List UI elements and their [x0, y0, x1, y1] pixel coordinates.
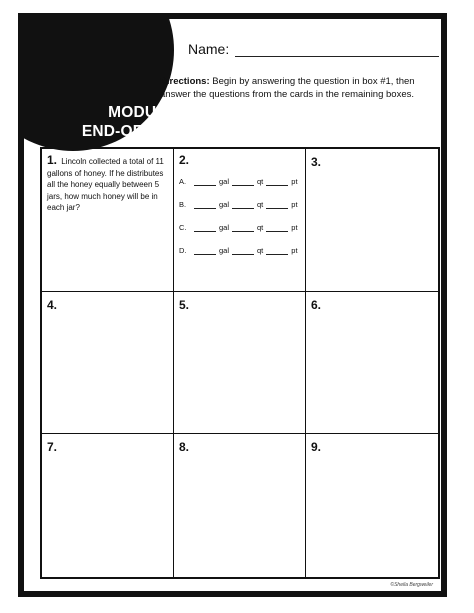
- name-row: [188, 41, 439, 57]
- box-number: 8.: [179, 440, 190, 455]
- row-label: D.: [179, 246, 187, 255]
- row-label: B.: [179, 200, 187, 209]
- unit-label: pt: [291, 200, 298, 209]
- worksheet-frame: [18, 13, 447, 597]
- box-number: 4.: [47, 297, 58, 312]
- answer-box-8[interactable]: [174, 434, 306, 577]
- blank-line[interactable]: [194, 254, 216, 255]
- box-number: 5.: [179, 297, 190, 312]
- answer-box-7[interactable]: [42, 434, 174, 577]
- answer-box-6[interactable]: [306, 292, 438, 435]
- conversion-row-b: [179, 200, 300, 209]
- answer-box-9[interactable]: [306, 434, 438, 577]
- name-field[interactable]: [235, 42, 439, 57]
- conversion-row-d: [179, 246, 300, 255]
- answer-grid: [40, 147, 440, 579]
- answer-box-2[interactable]: [174, 149, 306, 292]
- directions-text: Begin by answering the question in box #1, then answer the questions from the cards in the remaining boxes.: [160, 76, 415, 100]
- unit-label: pt: [291, 246, 298, 255]
- blank-line[interactable]: [194, 231, 216, 232]
- blank-line[interactable]: [194, 208, 216, 209]
- blank-line[interactable]: [232, 185, 254, 186]
- answer-box-3[interactable]: [306, 149, 438, 292]
- unit-label: pt: [291, 177, 298, 186]
- blank-line[interactable]: [266, 208, 288, 209]
- blank-line[interactable]: [232, 254, 254, 255]
- title-line: MODULE 4: [108, 104, 190, 121]
- unit-label: pt: [291, 223, 298, 232]
- unit-label: qt: [257, 246, 264, 255]
- box-number: 1.: [47, 153, 58, 167]
- conversion-row-c: [179, 223, 300, 232]
- blank-line[interactable]: [232, 231, 254, 232]
- blank-line[interactable]: [266, 254, 288, 255]
- directions: [160, 75, 444, 101]
- unit-label: gal: [219, 223, 230, 232]
- answer-box-1[interactable]: [42, 149, 174, 292]
- unit-label: gal: [219, 177, 230, 186]
- blank-line[interactable]: [266, 185, 288, 186]
- unit-label: qt: [257, 177, 264, 186]
- blank-line[interactable]: [266, 231, 288, 232]
- unit-label: qt: [257, 200, 264, 209]
- title-line: REVIEW: [117, 142, 181, 159]
- copyright-footer: ©Sheila Bergweiler: [390, 582, 433, 588]
- box-number: 6.: [311, 297, 322, 312]
- question-text: Lincoln collected a total of 11 gallons of honey. If he distributes all the honey equally between 5 jars, how much honey will be in each jar?: [47, 157, 164, 212]
- unit-label: gal: [219, 200, 230, 209]
- answer-box-5[interactable]: [174, 292, 306, 435]
- directions-label: Directions:: [160, 76, 210, 87]
- blank-line[interactable]: [232, 208, 254, 209]
- conversion-row-a: [179, 177, 300, 186]
- unit-label: qt: [257, 223, 264, 232]
- box-number: 2.: [179, 153, 190, 167]
- answer-box-4[interactable]: [42, 292, 174, 435]
- box-number: 9.: [311, 440, 322, 455]
- box-number: 3.: [311, 155, 322, 169]
- name-label: Name:: [188, 41, 230, 57]
- blank-line[interactable]: [194, 185, 216, 186]
- unit-label: gal: [219, 246, 230, 255]
- box-number: 7.: [47, 440, 58, 455]
- title-line: END-OF-MODULE: [81, 123, 217, 140]
- row-label: C.: [179, 223, 187, 232]
- row-label: A.: [179, 177, 187, 186]
